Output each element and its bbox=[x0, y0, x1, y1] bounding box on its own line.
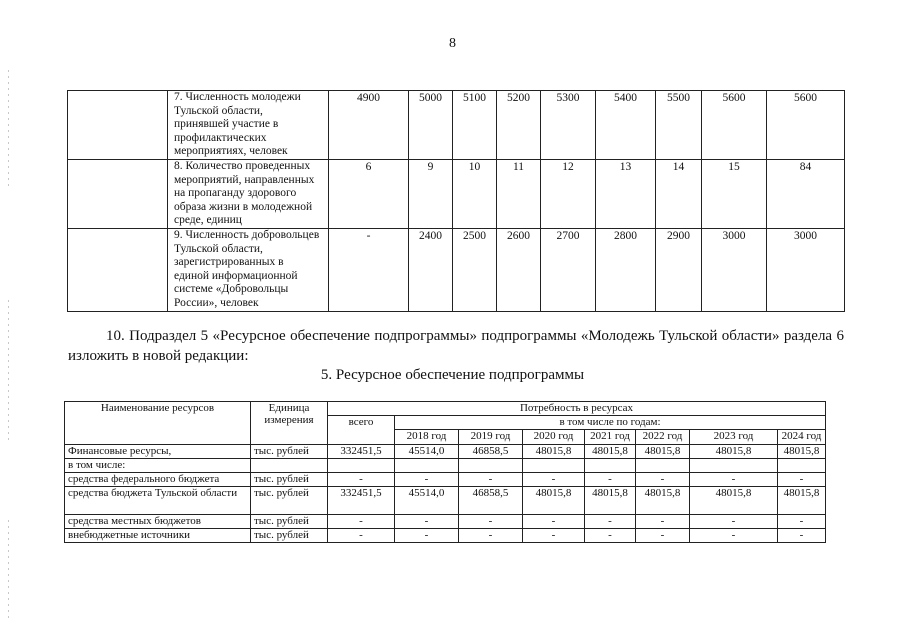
indicator-row bbox=[68, 91, 845, 160]
header-year: 2021 год bbox=[585, 430, 636, 445]
header-unit bbox=[251, 402, 328, 445]
indicator-value: 2900 bbox=[656, 228, 702, 311]
indicator-value: 11 bbox=[497, 159, 541, 228]
resource-year-value: - bbox=[459, 529, 523, 543]
resource-unit bbox=[251, 459, 328, 473]
description-line: России», человек bbox=[174, 296, 259, 309]
resource-year-value: 48015,8 bbox=[636, 445, 690, 459]
resource-year-value: 46858,5 bbox=[459, 487, 523, 515]
resource-year-value: - bbox=[585, 515, 636, 529]
resource-year-value: - bbox=[778, 515, 826, 529]
resource-name: внебюджетные источники bbox=[65, 529, 251, 543]
indicator-value: 3000 bbox=[767, 228, 845, 311]
resource-total: 332451,5 bbox=[328, 445, 395, 459]
resource-year-value bbox=[395, 459, 459, 473]
resource-year-value: 48015,8 bbox=[778, 487, 826, 515]
resource-row bbox=[65, 473, 826, 487]
resource-name: Финансовые ресурсы, bbox=[65, 445, 251, 459]
indicator-value: 5300 bbox=[541, 91, 596, 160]
resource-year-value: - bbox=[778, 529, 826, 543]
resource-year-value: 48015,8 bbox=[690, 487, 778, 515]
resource-year-value bbox=[690, 459, 778, 473]
description-line: мероприятиях, человек bbox=[174, 145, 288, 158]
resource-total: - bbox=[328, 473, 395, 487]
resource-year-value: 45514,0 bbox=[395, 445, 459, 459]
header-resource-name: Наименование ресурсов bbox=[65, 402, 251, 445]
resource-year-value: - bbox=[523, 515, 585, 529]
header-year: 2019 год bbox=[459, 430, 523, 445]
resource-year-value: - bbox=[395, 529, 459, 543]
resource-year-value: - bbox=[523, 529, 585, 543]
resource-year-value: - bbox=[690, 529, 778, 543]
empty-cell bbox=[68, 228, 168, 311]
resource-unit: тыс. рублей bbox=[251, 529, 328, 543]
description-line: мероприятий, направленных bbox=[174, 173, 315, 186]
resource-name: средства бюджета Тульской области bbox=[65, 487, 251, 515]
description-line: Тульской области, bbox=[174, 242, 263, 255]
resource-year-value: - bbox=[459, 473, 523, 487]
indicator-value: 5400 bbox=[596, 91, 656, 160]
indicator-value: 2400 bbox=[409, 228, 453, 311]
resource-row bbox=[65, 445, 826, 459]
resource-name: в том числе: bbox=[65, 459, 251, 473]
empty-cell bbox=[68, 159, 168, 228]
description-line: среде, единиц bbox=[174, 214, 242, 227]
resource-year-value bbox=[636, 459, 690, 473]
indicator-description bbox=[168, 159, 329, 228]
indicator-value: 4900 bbox=[329, 91, 409, 160]
resource-total bbox=[328, 459, 395, 473]
indicator-value: 6 bbox=[329, 159, 409, 228]
resource-year-value: 48015,8 bbox=[523, 487, 585, 515]
resources-table bbox=[64, 401, 826, 543]
indicator-value: 2600 bbox=[497, 228, 541, 311]
resource-year-value bbox=[778, 459, 826, 473]
indicator-value: 10 bbox=[453, 159, 497, 228]
resource-row bbox=[65, 529, 826, 543]
header-year: 2020 год bbox=[523, 430, 585, 445]
scan-margin-mark bbox=[8, 70, 9, 190]
indicator-value: 5600 bbox=[702, 91, 767, 160]
resource-year-value: 48015,8 bbox=[690, 445, 778, 459]
indicator-value: 12 bbox=[541, 159, 596, 228]
header-total: всего bbox=[328, 416, 395, 445]
resource-year-value: 48015,8 bbox=[778, 445, 826, 459]
resource-year-value: - bbox=[585, 529, 636, 543]
resource-year-value: - bbox=[523, 473, 585, 487]
indicator-value: 2800 bbox=[596, 228, 656, 311]
scan-margin-mark bbox=[8, 520, 9, 620]
indicator-value: 3000 bbox=[702, 228, 767, 311]
header-need: Потребность в ресурсах bbox=[328, 402, 826, 416]
description-line: 7. Численность молодежи bbox=[174, 91, 301, 103]
resource-year-value: - bbox=[459, 515, 523, 529]
description-line: профилактических bbox=[174, 131, 267, 144]
indicator-row bbox=[68, 228, 845, 311]
indicator-value: 84 bbox=[767, 159, 845, 228]
description-line: 8. Количество проведенных bbox=[174, 159, 311, 172]
indicator-value: 9 bbox=[409, 159, 453, 228]
description-line: Тульской области, bbox=[174, 104, 263, 117]
indicator-row bbox=[68, 159, 845, 228]
header-year: 2024 год bbox=[778, 430, 826, 445]
description-line: единой информационной bbox=[174, 269, 298, 282]
description-line: системе «Добровольцы bbox=[174, 283, 289, 296]
description-line: зарегистрированных в bbox=[174, 256, 284, 269]
header-year: 2022 год bbox=[636, 430, 690, 445]
indicator-description bbox=[168, 91, 329, 160]
resource-year-value: 46858,5 bbox=[459, 445, 523, 459]
resource-total: 332451,5 bbox=[328, 487, 395, 515]
resource-unit: тыс. рублей bbox=[251, 473, 328, 487]
description-line: образа жизни в молодежной bbox=[174, 200, 313, 213]
description-line: принявшей участие в bbox=[174, 118, 279, 131]
resource-row bbox=[65, 459, 826, 473]
resource-year-value: 45514,0 bbox=[395, 487, 459, 515]
resource-year-value: 48015,8 bbox=[585, 487, 636, 515]
indicator-value: 5600 bbox=[767, 91, 845, 160]
resource-year-value: - bbox=[778, 473, 826, 487]
resource-row bbox=[65, 487, 826, 515]
resource-year-value: - bbox=[636, 473, 690, 487]
indicator-value: 2500 bbox=[453, 228, 497, 311]
indicator-description bbox=[168, 228, 329, 311]
header-by-year: в том числе по годам: bbox=[395, 416, 826, 430]
indicator-value: 5000 bbox=[409, 91, 453, 160]
resource-unit: тыс. рублей bbox=[251, 445, 328, 459]
resource-year-value: - bbox=[636, 515, 690, 529]
indicator-value: 13 bbox=[596, 159, 656, 228]
amendment-paragraph: 10. Подраздел 5 «Ресурсное обеспечение подпрограммы» подпрограммы «Молодежь Тульской области» раздела 6 изложить в новой редакции: bbox=[68, 328, 844, 364]
resource-name: средства федерального бюджета bbox=[65, 473, 251, 487]
indicator-value: 2700 bbox=[541, 228, 596, 311]
resource-unit: тыс. рублей bbox=[251, 515, 328, 529]
resource-year-value bbox=[585, 459, 636, 473]
page-number: 8 bbox=[449, 36, 456, 51]
header-year: 2018 год bbox=[395, 430, 459, 445]
resource-total: - bbox=[328, 515, 395, 529]
indicator-value: 5200 bbox=[497, 91, 541, 160]
description-line: 9. Численность добровольцев bbox=[174, 228, 320, 241]
description-line: на пропаганду здорового bbox=[174, 187, 297, 200]
resource-year-value: 48015,8 bbox=[523, 445, 585, 459]
resource-year-value: 48015,8 bbox=[636, 487, 690, 515]
indicator-value: 15 bbox=[702, 159, 767, 228]
resource-year-value: - bbox=[690, 515, 778, 529]
resource-year-value: - bbox=[395, 515, 459, 529]
resource-name: средства местных бюджетов bbox=[65, 515, 251, 529]
resource-year-value: 48015,8 bbox=[585, 445, 636, 459]
header-unit-line: Единица bbox=[268, 402, 310, 414]
header-unit-line: измерения bbox=[264, 414, 314, 426]
resource-year-value: - bbox=[690, 473, 778, 487]
indicator-value: 5500 bbox=[656, 91, 702, 160]
indicator-value: 14 bbox=[656, 159, 702, 228]
resource-total: - bbox=[328, 529, 395, 543]
resource-year-value: - bbox=[585, 473, 636, 487]
indicator-value: 5100 bbox=[453, 91, 497, 160]
indicator-value: - bbox=[329, 228, 409, 311]
resource-year-value bbox=[523, 459, 585, 473]
section-subtitle: 5. Ресурсное обеспечение подпрограммы bbox=[320, 367, 585, 383]
resource-year-value: - bbox=[636, 529, 690, 543]
empty-cell bbox=[68, 91, 168, 160]
indicators-table bbox=[67, 90, 845, 312]
resource-unit: тыс. рублей bbox=[251, 487, 328, 515]
resource-year-value bbox=[459, 459, 523, 473]
resource-year-value: - bbox=[395, 473, 459, 487]
header-year: 2023 год bbox=[690, 430, 778, 445]
resource-row bbox=[65, 515, 826, 529]
